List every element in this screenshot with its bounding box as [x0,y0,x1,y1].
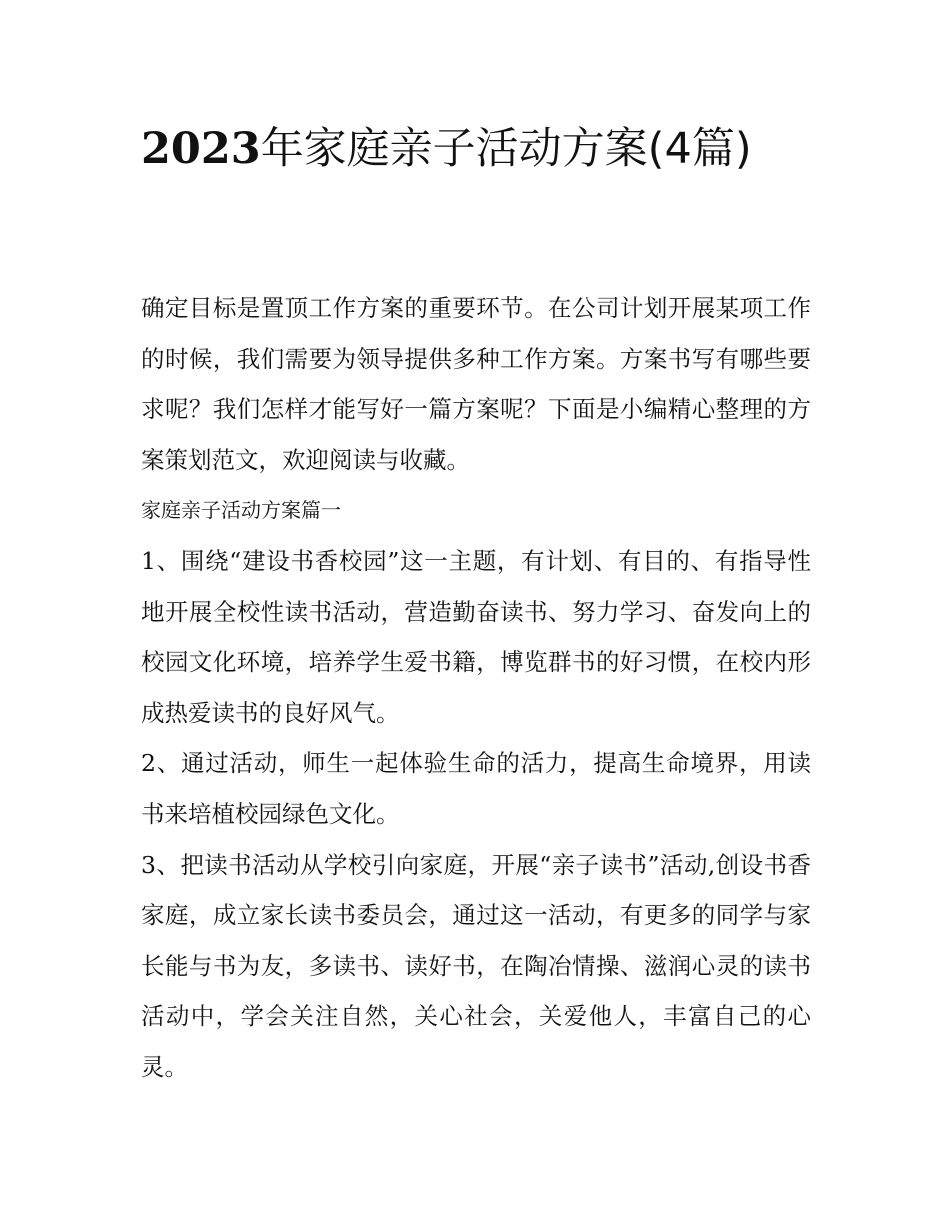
intro-paragraph: 确定目标是置顶工作方案的重要环节。在公司计划开展某项工作的时候，我们需要为领导提供多种工作方案。方案书写有哪些要求呢？我们怎样才能写好一篇方案呢？下面是小编精心整理的方案策划范文，欢迎阅读与收藏。 [141,294,811,474]
title-year: 2023 [141,124,261,174]
section-heading: 家庭亲子活动方案篇一 [141,498,341,523]
document-body [141,283,811,1093]
list-item: 3、把读书活动从学校引向家庭，开展“亲子读书”活动,创设书香家庭，成立家长读书委员会，通过这一活动，有更多的同学与家长能与书为友，多读书、读好书，在陶冶情操、滋润心灵的读书活动中，学会关注自然，关心社会，关爱他人，丰富自己的心灵。 [141,850,811,1081]
list-item: 2、通过活动，师生一起体验生命的活力，提高生命境界，用读书来培植校园绿色文化。 [141,749,811,828]
document-title [141,118,781,181]
list-item: 1、围绕“建设书香校园”这一主题，有计划、有目的、有指导性地开展全校性读书活动，营造勤奋读书、努力学习、奋发向上的校园文化环境，培养学生爱书籍，博览群书的好习惯，在校内形成热爱读书的良好风气。 [141,546,811,727]
title-text: 年家庭亲子活动方案(4篇) [260,124,752,174]
